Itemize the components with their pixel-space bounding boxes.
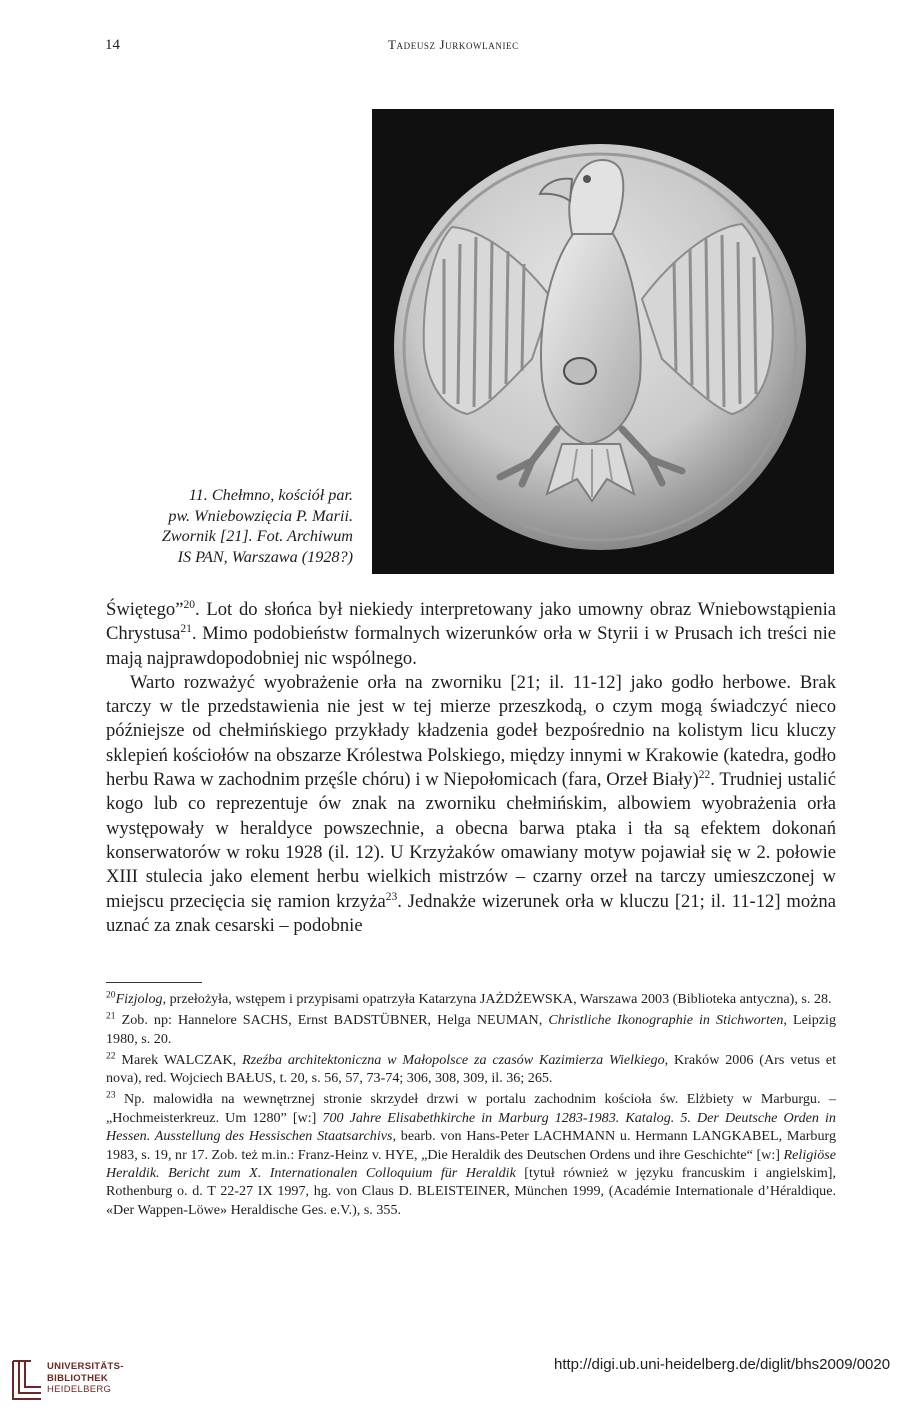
- footnote: [106, 1011, 836, 1048]
- footnote-label: 22: [106, 1050, 116, 1062]
- footnote-label: 23: [106, 1089, 116, 1101]
- caption-line: pw. Wniebowzięcia P. Marii.: [168, 506, 353, 525]
- footnote: [106, 1090, 836, 1219]
- text-run: . Trudniej ustalić kogo lub co reprezentuje ów znak na zworniku chełmińskim, albowiem wyobrażenia orła występowały w heraldyce powszechnie, a obecna barwa ptaka i tła są efektem dokonań konserwatorów w roku 1928 (il. 12). U Krzyżaków omawiany motyw pojawiał się w 2. połowie XIII stulecia jako element herbu wielkich mistrzów – czarny orzeł na tarczy umieszczonej w miejscu przecięcia się ramion krzyża: [106, 769, 836, 912]
- text-run: [tytuł również w języku francuskim i angielskim], Rothenburg o. d. T 22-27 IX 1997, hg. von Claus D. BLEISTEINER, München 1999, (Académie Internationale d’Héraldique. «Der Wappen-Löwe» Heraldische Ges. e.V.), s. 355.: [106, 1165, 836, 1218]
- figure-caption: [108, 485, 353, 567]
- footnote: [106, 1051, 836, 1088]
- footnote: [106, 990, 836, 1008]
- caption-line: IS PAN, Warszawa (1928?): [177, 547, 353, 566]
- text-run-italic: 700 Jahre Elisabethkirche in Marburg 1283-1983. Katalog. 5. Der Deutsche Orden in Hessen. Ausstellung des Hessischen Staatsarchivs,: [106, 1109, 836, 1145]
- permalink-url[interactable]: http://digi.ub.uni-heidelberg.de/diglit/bhs2009/0020: [554, 1356, 891, 1373]
- running-head: Tadeusz Jurkowlaniec: [388, 37, 519, 52]
- footnote-divider: [106, 982, 202, 983]
- library-name-line: BIBLIOTHEK: [47, 1372, 109, 1384]
- footnote-label: 21: [106, 1010, 116, 1022]
- text-run: . Jednakże wizerunek orła w kluczu [21; il. 11-12] można uznać za znak cesarski – podobnie: [106, 890, 836, 936]
- text-run: , Kraków 2006 (Ars vetus et nova), red. Wojciech BAŁUS, t. 20, s. 56, 57, 73-74; 306, 308, 309, il. 36; 265.: [106, 1051, 836, 1087]
- library-name: [47, 1361, 124, 1396]
- caption-line: 11. Chełmno, kościół par.: [188, 486, 353, 504]
- text-run-italic: Religiöse Heraldik. Bericht zum X. Internationalen Colloquium für Heraldik: [106, 1146, 836, 1182]
- ub-heidelberg-logo-icon: [11, 1357, 43, 1401]
- text-run: , przełożyła, wstępem i przypisami opatrzyła Katarzyna JAŻDŻEWSKA, Warszawa 2003 (Biblioteka antyczna), s. 28.: [162, 991, 832, 1007]
- library-name-line: HEIDELBERG: [47, 1384, 112, 1395]
- eagle-keystone-image: [372, 109, 834, 574]
- footnote-label: 20: [106, 989, 116, 1001]
- body-paragraph: [106, 671, 836, 938]
- text-run: bearb. von Hans-Peter LACHMANN u. Hermann LANGKABEL, Marburg 1983, s. 19, nr 17. Zob. też m.in.: Franz-Heinz v. HYE, „Die Heraldik des Deutschen Ordens und ihre Geschichte“ [w:]: [106, 1128, 836, 1163]
- caption-line: Zwornik [21]. Fot. Archiwum: [161, 527, 353, 546]
- text-run: Świętego”: [106, 599, 184, 620]
- text-run: . Lot do słońca był niekiedy interpretowany jako umowny obraz Wniebowstąpienia Chrystusa: [106, 599, 836, 645]
- footnote-ref[interactable]: 21: [180, 623, 192, 636]
- text-run: Zob. np: Hannelore SACHS, Ernst BADSTÜBNER, Helga NEUMAN,: [115, 1012, 549, 1029]
- text-run-italic: Fizjolog: [115, 991, 163, 1007]
- text-run-italic: Rzeźba architektoniczna w Małopolsce za czasów Kazimierza Wielkiego: [242, 1051, 665, 1068]
- text-run: Np. malowidła na wewnętrznej stronie skrzydeł drzwi w portalu zachodnim kościoła św. Elżbiety w Marburgu. – „Hochmeisterkreuz. Um 1280” [w:]: [106, 1091, 836, 1126]
- footnote-ref[interactable]: 22: [698, 768, 711, 781]
- body-text: [106, 598, 836, 938]
- footnote-ref[interactable]: 23: [385, 890, 398, 903]
- footnote-ref[interactable]: 20: [183, 598, 195, 611]
- library-name-line: UNIVERSITÄTS-: [47, 1361, 124, 1372]
- text-run: , Leipzig 1980, s. 20.: [106, 1012, 837, 1047]
- body-paragraph: [106, 598, 836, 671]
- text-run: Warto rozważyć wyobrażenie orła na zworniku [21; il. 11-12] jako godło herbowe. Brak tarczy w tle przedstawienia nie jest w tej mierze przeszkodą, o czym mogą świadczyć nieco późniejsze od chełmińskiego przykłady kładzenia godeł bezpośrednio na kolistym licu kluczy sklepień kościołów na obszarze Królestwa Polskiego, między innymi w Krakowie (katedra, godło herbu Rawa w zachodnim przęśle chóru) i w Niepołomicach (fara, Orzeł Biały): [106, 671, 836, 791]
- library-logo[interactable]: [11, 1357, 141, 1405]
- text-run: Marek WALCZAK,: [115, 1051, 243, 1068]
- footnotes: [106, 990, 836, 1222]
- text-run: . Mimo podobieństw formalnych wizerunków orła w Styrii i w Prusach ich treści nie mają najprawdopodobniej nic wspólnego.: [106, 623, 836, 669]
- text-run-italic: Christliche Ikonographie in Stichworten: [548, 1012, 784, 1029]
- figure-photo-eagle-keystone: [372, 109, 834, 574]
- page-number: 14: [105, 37, 120, 53]
